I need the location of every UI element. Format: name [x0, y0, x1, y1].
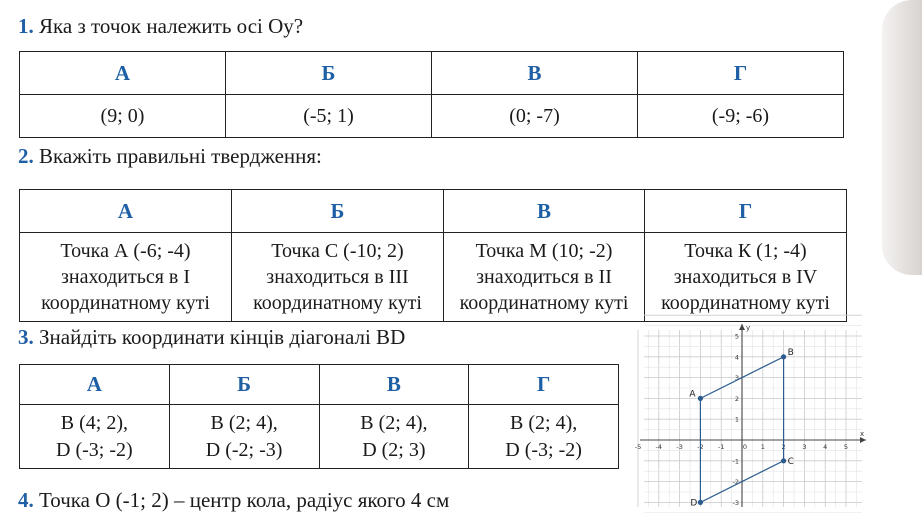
q2-option-b-line-1: Точка С (-10; 2) — [271, 240, 404, 262]
q2-option-b[interactable] — [232, 233, 444, 322]
point-b — [781, 354, 786, 359]
question-4-text: Точка О (-1; 2) – центр кола, радіус якого 4 см — [39, 488, 450, 512]
q1-option-a[interactable]: (9; 0) — [20, 95, 226, 138]
q3-option-g-b: В (2; 4), — [510, 411, 578, 434]
y-tick-label: 3 — [734, 374, 739, 383]
plot-axes — [640, 324, 866, 507]
q3-option-b-header[interactable]: Б — [169, 365, 319, 405]
q2-option-g[interactable] — [645, 233, 847, 322]
question-2-table — [19, 189, 847, 322]
q2-option-v-line-2: знаходиться в II — [476, 266, 612, 288]
q3-option-b-b: В (2; 4), — [210, 411, 278, 434]
point-c — [781, 458, 786, 463]
question-2-number: 2. — [18, 144, 34, 168]
x-tick-label: -3 — [676, 443, 683, 451]
q1-option-b-header[interactable]: Б — [226, 52, 432, 95]
question-1-text: Яка з точок належить осі Оу? — [39, 14, 304, 38]
y-axis-label: y — [746, 324, 751, 332]
point-label-d: D — [690, 498, 698, 509]
y-axis-arrow — [739, 324, 745, 330]
q2-option-a-line-1: Точка А (-6; -4) — [60, 240, 191, 262]
q3-option-g[interactable] — [469, 405, 619, 469]
q2-option-b-line-2: знаходиться в III — [266, 266, 409, 288]
q1-option-b[interactable]: (-5; 1) — [226, 95, 432, 138]
x-tick-label: 5 — [843, 443, 849, 451]
x-tick-label: -1 — [717, 443, 725, 451]
q2-option-v-header[interactable]: В — [444, 190, 645, 233]
q1-option-g[interactable]: (-9; -6) — [638, 95, 844, 138]
question-2-text: Вкажіть правильні твердження: — [39, 144, 322, 168]
side-edge-decoration — [882, 0, 922, 275]
q1-option-g-header[interactable]: Г — [638, 52, 844, 95]
question-3-table — [19, 364, 619, 469]
plot-grid — [638, 315, 865, 513]
q3-option-b[interactable] — [169, 405, 319, 469]
point-label-c: C — [787, 456, 794, 467]
question-2-title — [18, 144, 322, 169]
q3-option-v-d: D (2; 3) — [362, 438, 426, 461]
point-label-b: B — [787, 347, 794, 358]
x-tick-label: 2 — [781, 443, 786, 451]
q3-option-a[interactable] — [20, 405, 170, 469]
y-tick-label: -1 — [732, 457, 739, 466]
y-tick-label: -3 — [732, 498, 739, 507]
question-4-title — [18, 488, 449, 513]
q3-option-v-header[interactable]: В — [319, 365, 469, 405]
question-1-table — [19, 51, 844, 138]
point-a — [698, 396, 703, 401]
y-tick-label: 5 — [734, 332, 739, 341]
q2-option-b-header[interactable]: Б — [232, 190, 444, 233]
question-4-number: 4. — [18, 488, 34, 512]
point-label-a: A — [689, 389, 696, 400]
q2-option-g-header[interactable]: Г — [645, 190, 847, 233]
q2-option-v-line-3: координатному куті — [459, 292, 629, 314]
coordinate-plane — [634, 322, 872, 509]
question-3-title — [18, 325, 405, 350]
plot-tick-labels — [635, 333, 848, 507]
x-axis-label: x — [860, 430, 865, 438]
q2-option-b-line-3: координатному куті — [253, 292, 422, 314]
q3-option-g-header[interactable]: Г — [469, 365, 619, 405]
q2-option-g-line-1: Точка К (1; -4) — [684, 240, 807, 262]
x-tick-label: 4 — [823, 443, 828, 451]
x-tick-label: 1 — [760, 443, 765, 451]
question-3-text: Знайдіть координати кінців діагоналі BD — [39, 325, 406, 349]
question-1-title — [18, 14, 303, 39]
point-d — [698, 500, 703, 505]
x-tick-label: 0 — [742, 443, 748, 451]
q3-option-v[interactable] — [319, 405, 469, 469]
q3-option-b-d: D (-2; -3) — [205, 438, 283, 461]
y-tick-label: 2 — [734, 394, 739, 403]
y-tick-label: 1 — [734, 415, 739, 424]
q2-option-a-header[interactable]: А — [20, 190, 232, 233]
q3-option-g-d: D (-3; -2) — [505, 438, 582, 461]
question-1-number: 1. — [18, 14, 34, 38]
x-tick-label: -2 — [697, 443, 704, 451]
x-tick-label: -4 — [655, 443, 663, 451]
q2-option-a-line-3: координатному куті — [41, 292, 210, 314]
y-tick-label: 4 — [734, 353, 739, 362]
question-3-number: 3. — [18, 325, 34, 349]
q2-option-v-line-1: Точка М (10; -2) — [475, 240, 613, 262]
x-tick-label: 3 — [802, 443, 807, 451]
y-tick-label: -2 — [732, 478, 739, 487]
q3-option-a-b: В (4; 2), — [60, 411, 128, 434]
q1-option-v-header[interactable]: В — [432, 52, 638, 95]
q2-option-g-line-3: координатному куті — [661, 292, 830, 314]
q2-option-a[interactable] — [20, 233, 232, 322]
q1-option-v[interactable]: (0; -7) — [432, 95, 638, 138]
q2-option-g-line-2: знаходиться в IV — [673, 266, 818, 288]
q1-option-a-header[interactable]: А — [20, 52, 226, 95]
q3-option-v-b: В (2; 4), — [360, 411, 428, 434]
x-tick-label: -5 — [634, 443, 642, 451]
q3-option-a-d: D (-3; -2) — [56, 438, 133, 461]
q3-option-a-header[interactable]: А — [20, 365, 170, 405]
q2-option-a-line-2: знаходиться в I — [60, 266, 191, 288]
q2-option-v[interactable] — [444, 233, 645, 322]
